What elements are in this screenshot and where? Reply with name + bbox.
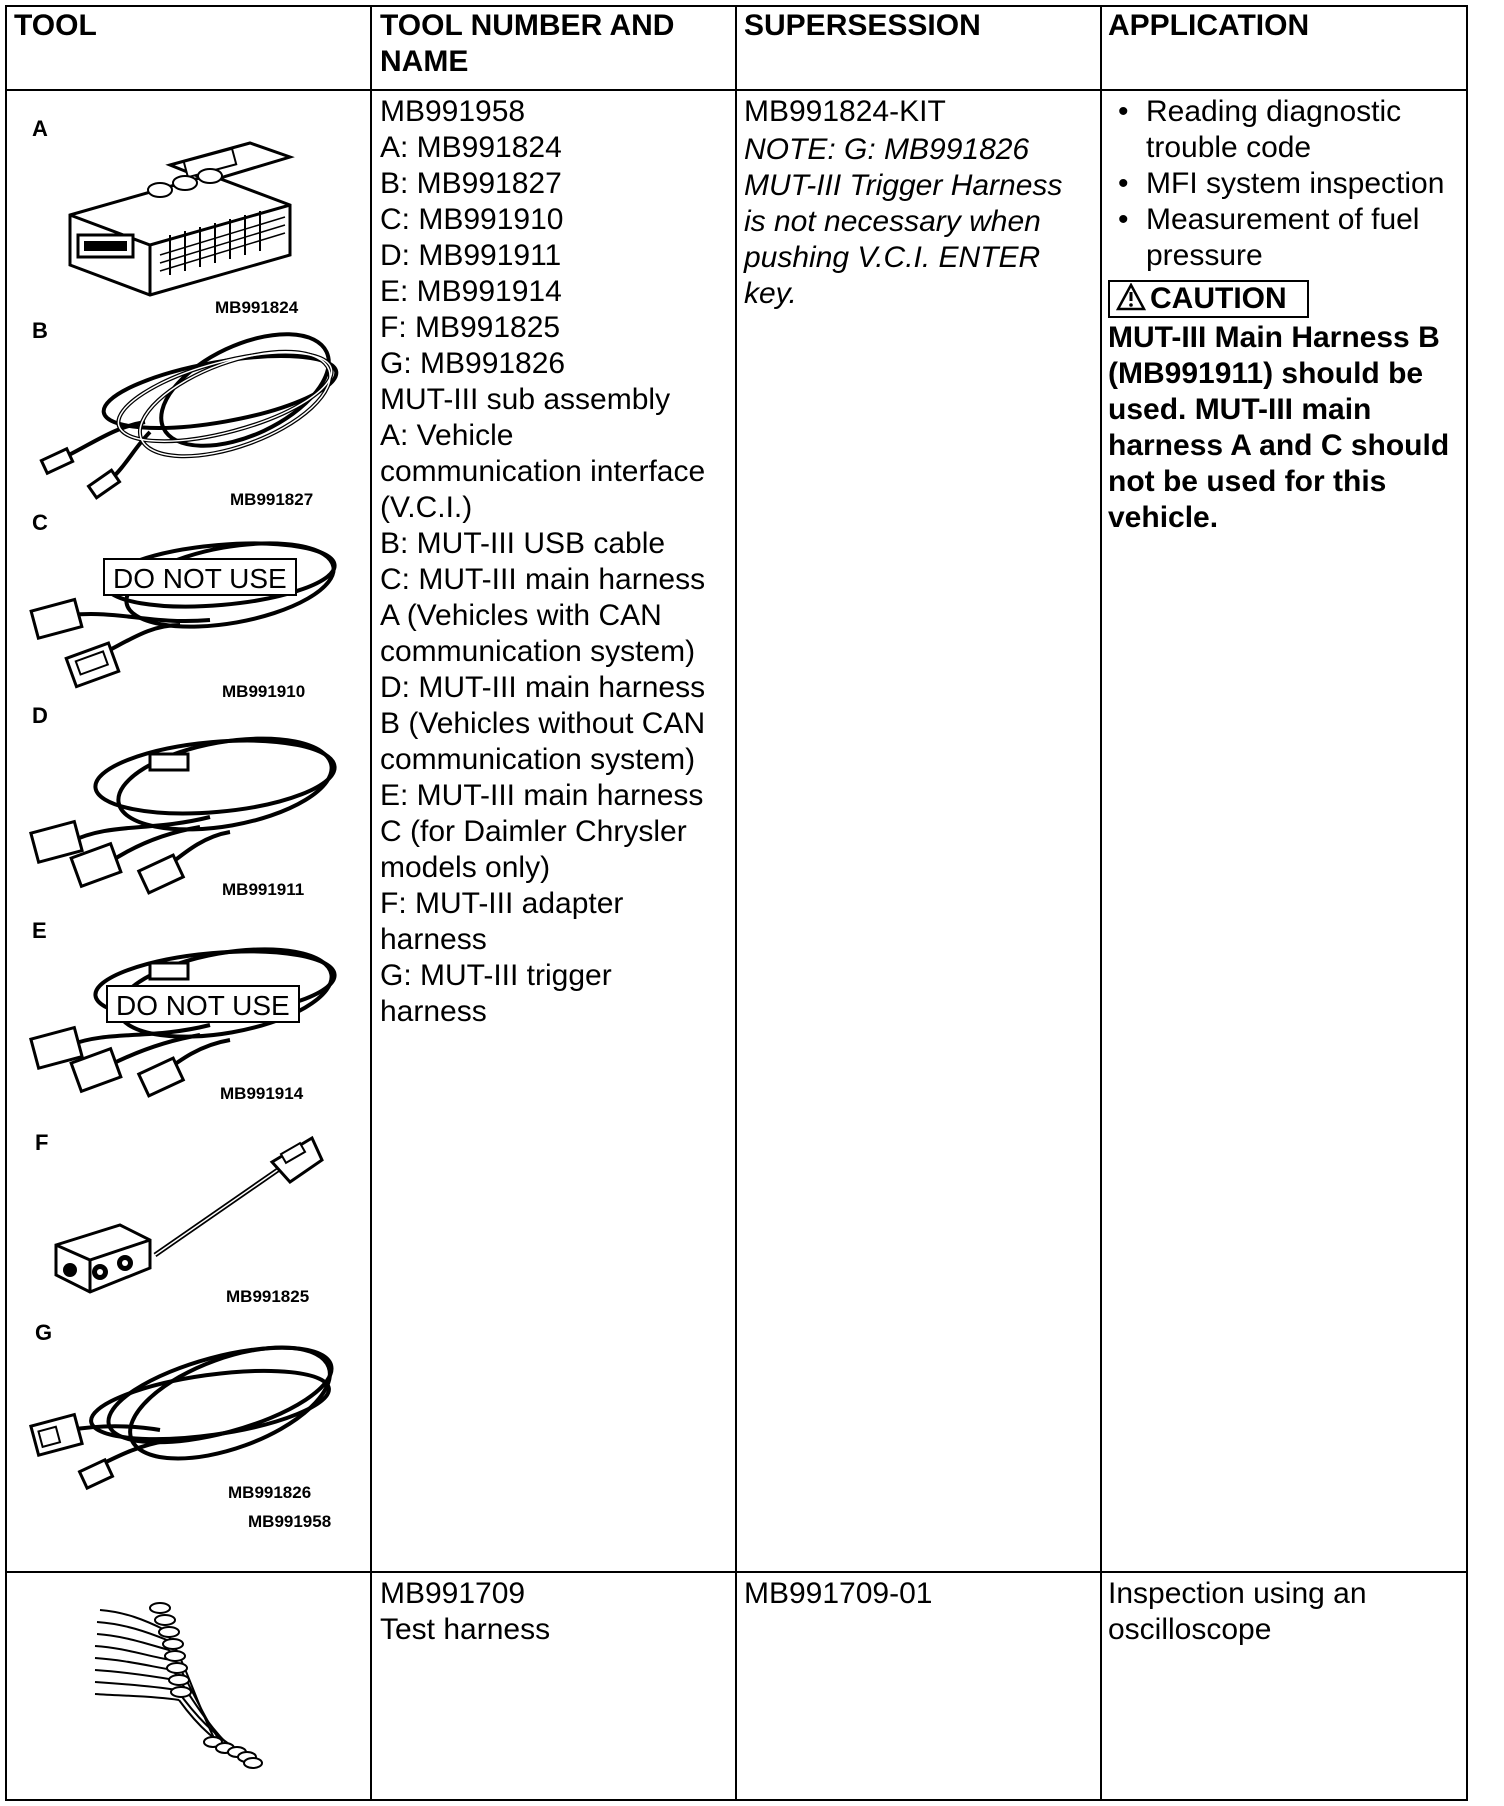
kit-part-number: MB991958 xyxy=(248,1512,332,1531)
row1-number-line: D: MB991911 xyxy=(380,239,562,272)
vci-illustration xyxy=(60,135,300,295)
header-application-text: APPLICATION xyxy=(1108,9,1310,42)
row2-application-line: oscilloscope xyxy=(1108,1613,1272,1646)
part-number-b: MB991827 xyxy=(230,490,314,509)
row1-number-line: B: MB991827 xyxy=(380,167,562,200)
trigger-harness-note xyxy=(744,132,1062,312)
row2-supersession: MB991709-01 xyxy=(744,1577,933,1610)
row1-number-line: communication system) xyxy=(380,743,696,776)
application-item-line: • MFI system inspection xyxy=(1146,167,1445,200)
rule-col2 xyxy=(735,5,737,1801)
application-list xyxy=(1108,94,1449,274)
row1-number-line: C (for Daimler Chrysler xyxy=(380,815,687,848)
caution-line: (MB991911) should be xyxy=(1108,357,1424,390)
caution-line: MUT-III Main Harness B xyxy=(1108,321,1440,354)
tool-letter-d: D xyxy=(32,703,48,728)
application-item xyxy=(1108,94,1449,166)
application-item xyxy=(1108,166,1449,202)
main-harness-a-illustration xyxy=(30,530,350,690)
row1-number-line: A: Vehicle xyxy=(380,419,514,452)
main-harness-b-illustration xyxy=(30,722,350,892)
rule-col1 xyxy=(370,5,372,1801)
part-number-d: MB991911 xyxy=(222,880,305,899)
part-number-c: MB991910 xyxy=(222,682,306,701)
row1-number-line: (V.C.I.) xyxy=(380,491,473,524)
row1-number-line: models only) xyxy=(380,851,551,884)
row2-number-line: Test harness xyxy=(380,1613,551,1646)
row1-number-line: C: MB991910 xyxy=(380,203,564,236)
row1-number-line: harness xyxy=(380,923,487,956)
row1-number-line: F: MUT-III adapter xyxy=(380,887,624,920)
application-item-line: • Reading diagnostic xyxy=(1146,95,1402,128)
do-not-use-text-e: DO NOT USE xyxy=(116,990,290,1021)
row1-supersession-cell xyxy=(744,94,1062,312)
header-supersession-text: SUPERSESSION xyxy=(744,9,981,42)
row2-number-line: MB991709 xyxy=(380,1577,526,1610)
row1-number-line: G: MUT-III trigger xyxy=(380,959,612,992)
row2-supersession-cell xyxy=(744,1576,932,1612)
header-tool-number xyxy=(380,8,674,80)
application-item-line: • Measurement of fuel xyxy=(1146,203,1420,236)
row1-number-line: MB991958 xyxy=(380,95,526,128)
header-supersession xyxy=(744,8,981,44)
caution-line: harness A and C should xyxy=(1108,429,1450,462)
rule-right xyxy=(1466,5,1468,1801)
row1-number-line: harness xyxy=(380,995,487,1028)
header-tool-text: TOOL xyxy=(14,9,97,42)
row1-application-cell xyxy=(1108,94,1449,536)
tool-letter-b: B xyxy=(32,318,48,343)
note-line: pushing V.C.I. ENTER xyxy=(744,241,1041,274)
row2-tool-number-cell xyxy=(380,1576,550,1648)
header-application xyxy=(1108,8,1309,44)
row1-number-line: E: MB991914 xyxy=(380,275,562,308)
row1-tool-number-cell xyxy=(380,94,705,1030)
tool-letter-e: E xyxy=(32,918,47,943)
usb-cable-illustration xyxy=(35,332,345,492)
do-not-use-label-c xyxy=(103,558,297,596)
tool-letter-g: G xyxy=(35,1320,53,1345)
caution-line: used. MUT-III main xyxy=(1108,393,1372,426)
rule-col3 xyxy=(1100,5,1102,1801)
part-number-f: MB991825 xyxy=(226,1287,310,1306)
row2-application-line: Inspection using an xyxy=(1108,1577,1367,1610)
warning-triangle-icon xyxy=(1116,283,1146,311)
header-tool xyxy=(14,8,97,44)
application-item-line: pressure xyxy=(1146,239,1263,272)
part-number-a: MB991824 xyxy=(215,298,299,317)
header-tool-number-line1: TOOL NUMBER AND xyxy=(380,9,675,42)
caution-line: vehicle. xyxy=(1108,501,1219,534)
caution-label-text: CAUTION xyxy=(1150,282,1287,315)
note-line: NOTE: G: MB991826 xyxy=(744,133,1030,166)
row1-number-line: G: MB991826 xyxy=(380,347,566,380)
row1-number-line: C: MUT-III main harness xyxy=(380,563,706,596)
row2-application-cell xyxy=(1108,1576,1367,1648)
row1-number-line: B (Vehicles without CAN xyxy=(380,707,706,740)
application-item xyxy=(1108,202,1449,274)
row1-number-line: A (Vehicles with CAN xyxy=(380,599,662,632)
caution-label xyxy=(1108,280,1309,318)
tool-letter-f: F xyxy=(35,1130,49,1155)
do-not-use-text-c: DO NOT USE xyxy=(113,563,287,594)
part-number-g: MB991826 xyxy=(228,1483,312,1502)
note-line: MUT-III Trigger Harness xyxy=(744,169,1063,202)
row1-number-line: F: MB991825 xyxy=(380,311,561,344)
caution-message xyxy=(1108,320,1449,536)
row1-number-line: communication system) xyxy=(380,635,696,668)
row1-number-line: A: MB991824 xyxy=(380,131,562,164)
row1-number-line: E: MUT-III main harness xyxy=(380,779,704,812)
row1-supersession: MB991824-KIT xyxy=(744,95,946,128)
do-not-use-label-e xyxy=(106,985,300,1023)
row1-number-line: communication interface xyxy=(380,455,706,488)
row1-number-line: B: MUT-III USB cable xyxy=(380,527,666,560)
test-harness-illustration xyxy=(85,1600,265,1770)
trigger-harness-illustration xyxy=(30,1335,350,1505)
header-tool-number-line2: NAME xyxy=(380,45,469,78)
row1-number-line: MUT-III sub assembly xyxy=(380,383,671,416)
row1-number-line: D: MUT-III main harness xyxy=(380,671,706,704)
caution-line: not be used for this xyxy=(1108,465,1387,498)
adapter-harness-illustration xyxy=(50,1130,330,1300)
tool-letter-c: C xyxy=(32,510,48,535)
application-item-line: trouble code xyxy=(1146,131,1312,164)
tool-letter-a: A xyxy=(32,116,48,141)
note-line: is not necessary when xyxy=(744,205,1041,238)
rule-left xyxy=(5,5,7,1801)
part-number-e: MB991914 xyxy=(220,1084,304,1103)
note-line: key. xyxy=(744,277,797,310)
